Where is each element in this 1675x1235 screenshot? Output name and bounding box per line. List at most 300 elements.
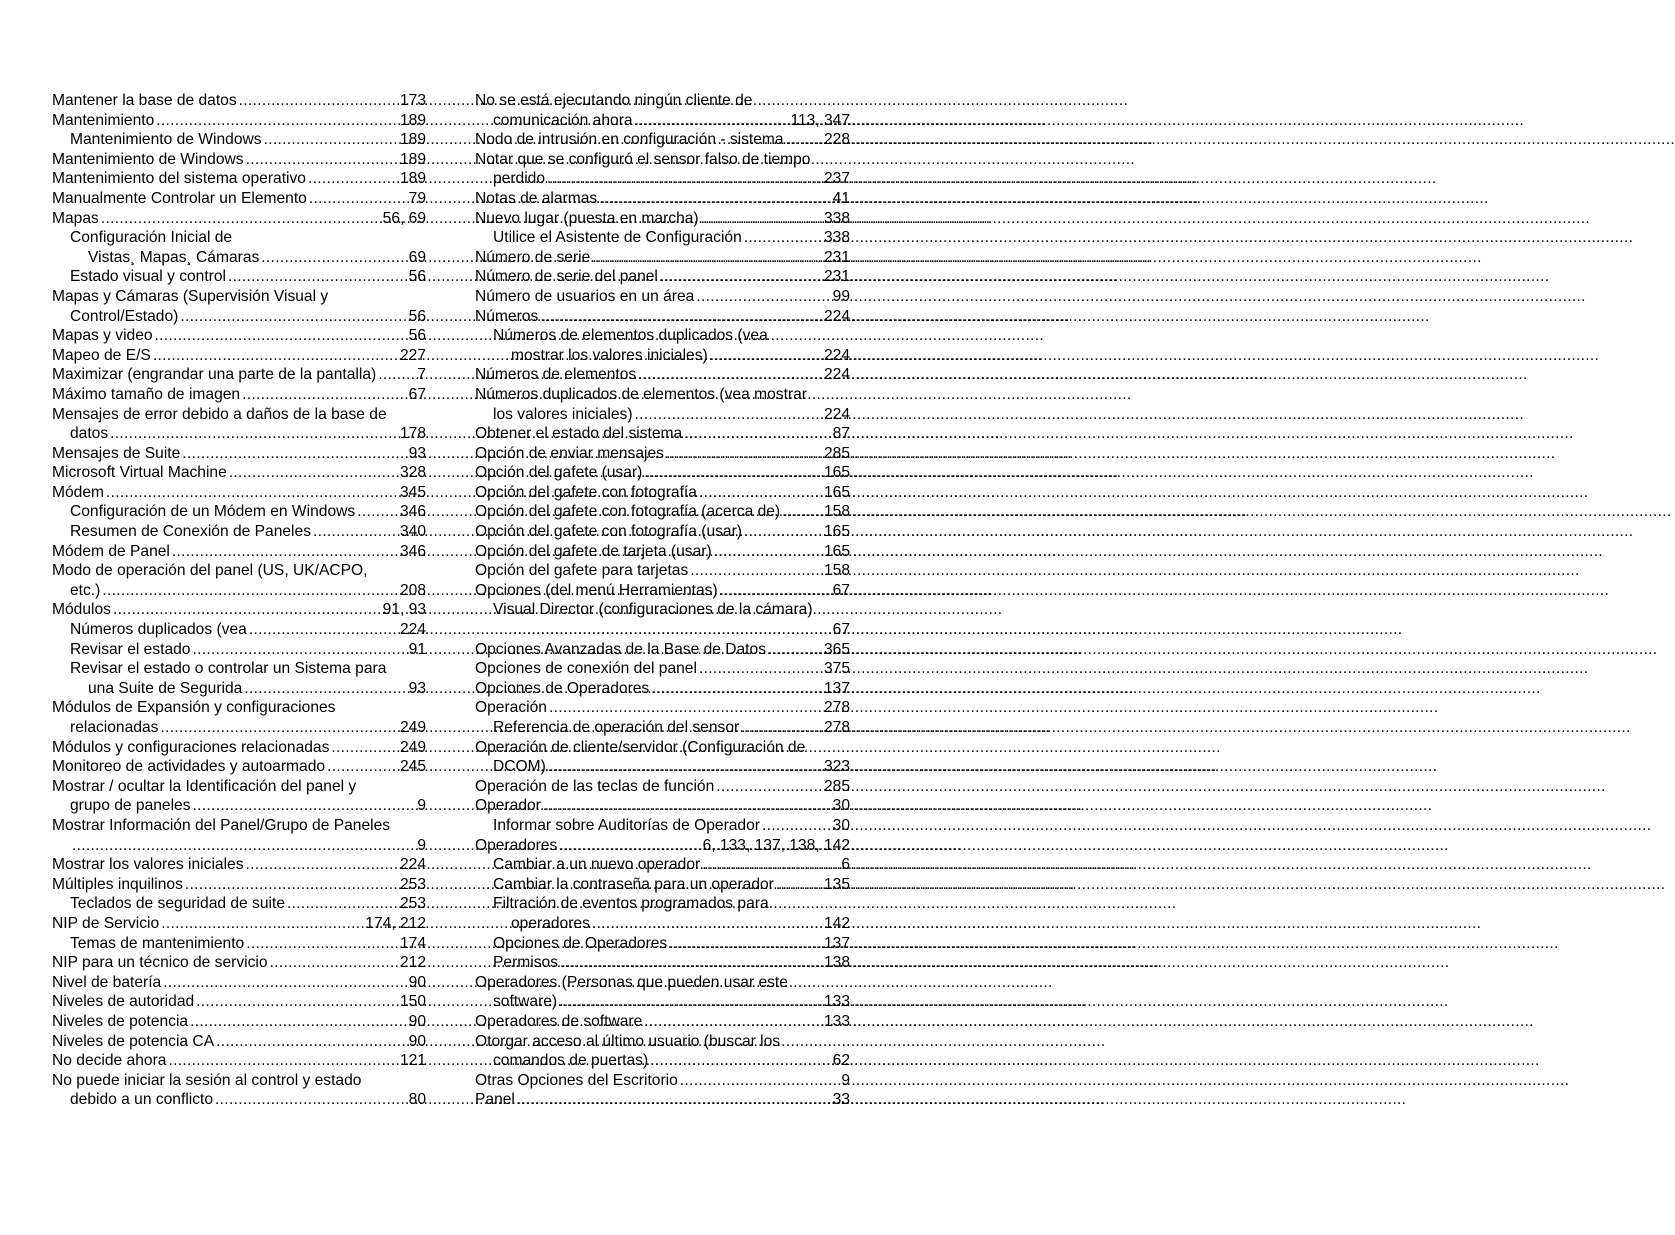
index-entry <box>475 679 850 699</box>
index-entry-line <box>52 1012 426 1032</box>
page-reference[interactable]: 79 <box>408 189 426 207</box>
page-reference[interactable]: 56 <box>408 268 426 286</box>
index-entry <box>475 228 850 248</box>
index-entry <box>52 953 426 973</box>
index-entry <box>52 1051 426 1071</box>
entry-term: mostrar los valores iniciales) <box>511 346 708 364</box>
entry-term: Vistas¸ Mapas¸ Cámaras <box>88 248 260 266</box>
index-entry <box>475 209 850 229</box>
page-reference[interactable]: 323 <box>823 758 850 776</box>
index-entry-line <box>52 640 426 660</box>
index-entry-line <box>475 836 850 856</box>
dot-leader <box>762 816 831 836</box>
entry-term: Configuración de un Módem en Windows <box>70 503 356 521</box>
entry-term: Números de elementos <box>475 366 637 384</box>
entry-term: NIP para un técnico de servicio <box>52 954 268 972</box>
page-reference[interactable]: 9 <box>417 797 426 815</box>
index-entry-continuation <box>475 1051 850 1071</box>
dot-leader <box>196 992 398 1012</box>
dot-leader <box>560 953 822 973</box>
page-reference[interactable]: 93 <box>408 444 426 462</box>
index-entry-line <box>475 130 850 150</box>
entry-term: relacionadas <box>70 719 159 736</box>
entry-term: Módem <box>52 483 104 501</box>
page-reference[interactable]: 135 <box>823 875 850 893</box>
page-reference[interactable]: 249 <box>399 719 426 736</box>
dot-leader <box>592 914 822 934</box>
page-reference[interactable]: 231 <box>823 268 850 286</box>
index-entry-continuation <box>475 405 850 425</box>
page-reference[interactable]: 189 <box>399 131 426 149</box>
dot-leader <box>331 738 398 758</box>
dot-leader <box>690 561 822 581</box>
index-entry <box>475 267 850 287</box>
dot-leader <box>357 502 398 522</box>
page-reference[interactable]: 338 <box>823 229 850 247</box>
index-entry <box>475 248 850 268</box>
index-entry-line <box>52 502 426 522</box>
index-entry-continuation <box>52 424 426 444</box>
page-reference[interactable]: 227 <box>399 346 426 364</box>
entry-term: Mantenimiento de Windows <box>52 150 244 168</box>
entry-term: Número de usuarios en un área <box>475 287 695 305</box>
index-entry-line <box>475 365 850 385</box>
page-reference[interactable]: 30 <box>832 816 850 834</box>
page-reference[interactable]: 165 <box>823 464 850 482</box>
index-entry-line <box>475 209 850 229</box>
page-reference[interactable]: 338 <box>823 209 850 227</box>
index-entry-line <box>475 483 850 503</box>
entry-term: Opciones (del menú Herramientas) <box>475 581 718 599</box>
entry-term: Opción del gafete de tarjeta (usar) <box>475 542 712 560</box>
entry-term: Operación de las teclas de función <box>475 777 715 795</box>
entry-term: Teclados de seguridad de suite <box>70 895 285 913</box>
entry-term: Operador <box>475 797 541 815</box>
entry-term: Temas de mantenimiento <box>70 934 245 952</box>
page-reference[interactable]: 228 <box>823 131 850 149</box>
index-entry <box>475 777 850 797</box>
page-reference[interactable]: 142 <box>823 914 850 932</box>
index-entry-continuation <box>475 992 850 1012</box>
page-reference[interactable]: 56, 69 <box>382 209 426 227</box>
index-entry <box>475 1012 850 1032</box>
page-reference[interactable]: 165 <box>823 483 850 501</box>
index-entry <box>475 894 850 933</box>
entry-term: Microsoft Virtual Machine <box>52 464 227 482</box>
index-entry <box>52 169 426 189</box>
page-reference[interactable]: 133 <box>823 993 850 1011</box>
entry-term: Opciones Avanzadas de la Base de Datos <box>475 640 766 658</box>
entry-term: Panel <box>475 1091 515 1109</box>
index-entry-line <box>475 424 850 444</box>
index-entry-line <box>52 1032 426 1052</box>
entry-term: Opciones de Operadores <box>493 934 668 952</box>
index-entry <box>475 600 850 639</box>
page-reference[interactable]: 189 <box>399 150 426 168</box>
page-reference[interactable]: 224 <box>823 346 850 364</box>
entry-term: Mostrar los valores iniciales <box>52 856 244 874</box>
page-reference[interactable]: 158 <box>823 503 850 521</box>
dot-leader <box>190 1012 407 1032</box>
page-reference[interactable]: 90 <box>408 1012 426 1030</box>
entry-term: Opciones de Operadores <box>475 679 650 697</box>
index-entry <box>52 189 426 209</box>
dot-leader <box>559 992 822 1012</box>
entry-term: comandos de puertas) <box>493 1052 649 1070</box>
dot-leader <box>650 1051 830 1071</box>
dot-leader <box>710 346 822 366</box>
dot-leader <box>666 444 822 464</box>
index-entry-line <box>52 816 426 836</box>
entry-term: Monitoreo de actividades y autoarmado <box>52 758 326 776</box>
index-entry <box>475 973 850 1012</box>
dot-leader <box>517 1090 831 1110</box>
index-entry-line <box>52 287 426 307</box>
entry-term: Opción de enviar mensajes <box>475 444 664 462</box>
index-entry-line <box>52 91 426 111</box>
page-reference[interactable]: 237 <box>823 170 850 188</box>
page-reference[interactable]: 245 <box>399 758 426 776</box>
index-entry <box>52 914 426 934</box>
page-reference[interactable]: 33 <box>832 1091 850 1109</box>
entry-term: perdido <box>493 170 546 188</box>
index-column-right <box>475 91 850 1110</box>
page-reference[interactable]: 253 <box>399 875 426 893</box>
page-reference[interactable]: 249 <box>399 738 426 756</box>
entry-term: Revisar el estado o controlar un Sistema para <box>70 660 387 678</box>
dot-leader <box>156 111 398 131</box>
index-entry <box>52 1012 426 1032</box>
page-reference[interactable]: 165 <box>823 542 850 560</box>
index-entry <box>52 130 426 150</box>
entry-term: Número de serie <box>475 248 591 266</box>
dot-leader <box>638 365 822 385</box>
dot-leader <box>185 875 398 895</box>
entry-term: Referencia de operación del sensor <box>493 719 740 736</box>
page-reference[interactable]: 93 <box>408 679 426 697</box>
page-reference[interactable]: 231 <box>823 248 850 266</box>
page-reference[interactable]: 189 <box>399 111 426 129</box>
dot-leader <box>327 757 398 777</box>
index-entry <box>52 463 426 483</box>
dot-leader <box>215 1090 407 1110</box>
index-entry-line <box>52 444 426 464</box>
entry-term: Visual Director (configuraciones de la cámara) <box>493 601 813 619</box>
index-entry <box>52 777 426 816</box>
index-entry <box>475 1090 850 1110</box>
index-entry-line <box>52 346 426 366</box>
index-entry-line <box>475 502 850 522</box>
page-reference[interactable]: 285 <box>823 444 850 462</box>
page-reference[interactable]: 113, 347 <box>790 111 850 129</box>
index-entry-continuation <box>52 581 426 601</box>
page-reference[interactable]: 365 <box>823 640 850 658</box>
page-reference[interactable]: 87 <box>832 425 850 443</box>
index-entry-line <box>475 816 850 836</box>
entry-term: No se está ejecutando ningún cliente de <box>475 92 753 109</box>
index-entry-line <box>52 698 426 718</box>
page-reference[interactable]: 138 <box>823 954 850 972</box>
index-entry-line <box>52 365 426 385</box>
page-reference[interactable]: 165 <box>823 523 850 541</box>
index-entry-line <box>475 600 850 620</box>
index-entry <box>475 424 850 444</box>
index-entry <box>52 150 426 170</box>
page-reference[interactable]: 91, 93 <box>382 601 426 619</box>
dot-leader <box>741 718 822 738</box>
page-reference[interactable]: 67 <box>832 621 850 639</box>
index-entry-continuation <box>475 914 850 934</box>
index-entry <box>52 444 426 464</box>
index-entry-line <box>475 934 850 954</box>
page-reference[interactable]: 174, 212 <box>365 914 426 932</box>
entry-term: Maximizar (engrandar una parte de la pantalla) <box>52 366 377 384</box>
index-entry <box>52 91 426 111</box>
page-reference[interactable]: 278 <box>823 699 850 717</box>
index-entry-line <box>52 738 426 758</box>
dot-leader <box>776 875 822 895</box>
index-entry-continuation <box>475 757 850 777</box>
page-reference[interactable]: 67 <box>832 581 850 599</box>
entry-term: Opción del gafete para tarjetas <box>475 562 689 580</box>
index-entry <box>52 738 426 758</box>
index-entry <box>52 287 426 326</box>
index-entry <box>52 600 426 620</box>
dot-leader <box>264 130 398 150</box>
page-reference[interactable]: 346 <box>399 542 426 560</box>
index-entry-line <box>475 1090 850 1110</box>
index-entry <box>475 326 850 365</box>
dot-leader <box>702 855 839 875</box>
entry-term: Mostrar Información del Panel/Grupo de Paneles <box>52 816 391 834</box>
index-entry <box>475 855 850 875</box>
index-entry-line <box>475 973 850 993</box>
entry-term: Múltiples inquilinos <box>52 875 183 893</box>
index-entry-line <box>475 542 850 562</box>
dot-leader <box>651 679 822 699</box>
index-entry <box>52 1071 426 1110</box>
dot-leader <box>644 1012 822 1032</box>
page-reference[interactable]: 173 <box>399 92 426 109</box>
page-reference[interactable]: 133 <box>823 1012 850 1030</box>
index-entry <box>475 385 850 424</box>
index-entry <box>475 738 850 777</box>
index-entry-line <box>52 973 426 993</box>
entry-term: Opciones de conexión del panel <box>475 660 697 678</box>
entry-term: Opción del gafete con fotografía <box>475 483 697 501</box>
entry-term: Obtener el estado del sistema <box>475 425 683 443</box>
entry-term: Utilice el Asistente de Configuración <box>493 229 742 247</box>
page-reference[interactable]: 224 <box>823 366 850 384</box>
index-entry-line <box>475 953 850 973</box>
dot-leader <box>168 1051 398 1071</box>
page-reference[interactable]: 121 <box>399 1052 426 1070</box>
page-reference[interactable]: 158 <box>823 562 850 580</box>
index-entry-line <box>52 483 426 503</box>
page-reference[interactable]: 90 <box>408 1032 426 1050</box>
dot-leader <box>160 718 398 738</box>
page-reference[interactable]: 80 <box>408 1091 426 1109</box>
page-reference[interactable]: 137 <box>823 934 850 952</box>
dot-leader <box>155 326 407 346</box>
page-reference[interactable]: 345 <box>399 483 426 501</box>
dot-leader <box>246 150 398 170</box>
dot-leader <box>644 463 822 483</box>
dot-leader <box>716 777 822 797</box>
dot-leader <box>635 111 789 131</box>
page-reference[interactable]: 174 <box>399 934 426 952</box>
dot-leader <box>72 836 415 856</box>
index-entry <box>475 659 850 679</box>
page-reference[interactable]: 208 <box>399 581 426 599</box>
index-entry-line <box>52 953 426 973</box>
page-reference[interactable]: 346 <box>399 503 426 521</box>
page-reference[interactable]: 178 <box>399 425 426 443</box>
index-entry-line <box>475 640 850 660</box>
entry-term: los valores iniciales) <box>493 405 633 423</box>
entry-term: Mantener la base de datos <box>52 92 237 109</box>
page-reference[interactable]: 224 <box>823 405 850 423</box>
page-reference[interactable]: 99 <box>832 287 850 305</box>
index-entry-line <box>52 600 426 620</box>
dot-leader <box>599 189 830 209</box>
index-entry-continuation <box>52 718 426 738</box>
page-reference[interactable]: 340 <box>399 523 426 541</box>
dot-leader <box>313 522 398 542</box>
index-entry-line <box>52 659 426 679</box>
index-entry <box>52 757 426 777</box>
page-reference[interactable]: 253 <box>399 895 426 913</box>
entry-term: Mapas y Cámaras (Supervisión Visual y <box>52 287 329 305</box>
dot-leader <box>242 385 407 405</box>
page-reference[interactable]: 62 <box>832 1052 850 1070</box>
page-reference[interactable]: 69 <box>408 248 426 266</box>
entry-term: Módulos <box>52 601 111 619</box>
dot-leader <box>113 600 381 620</box>
dot-leader <box>246 855 398 875</box>
page-reference[interactable]: 6, 133, 137, 138, 142 <box>702 836 850 854</box>
dot-leader <box>163 973 406 993</box>
index-entry-line <box>52 385 426 405</box>
page-reference[interactable]: 224 <box>823 307 850 325</box>
dot-leader <box>378 365 415 385</box>
dot-leader <box>308 169 398 189</box>
index-entry <box>52 875 426 895</box>
page-reference[interactable]: 9 <box>841 1071 850 1089</box>
index-entry <box>52 209 426 229</box>
index-entry-line <box>52 1051 426 1071</box>
page-reference[interactable]: 189 <box>399 170 426 188</box>
page-reference[interactable]: 56 <box>408 307 426 325</box>
entry-term: No puede iniciar la sesión al control y estado <box>52 1071 362 1089</box>
page-reference[interactable]: 150 <box>399 993 426 1011</box>
dot-leader <box>543 796 831 816</box>
index-entry <box>475 698 850 718</box>
index-entry <box>475 463 850 483</box>
index-entry-line <box>52 209 426 229</box>
page-reference[interactable]: 224 <box>399 856 426 874</box>
index-entry <box>475 796 850 816</box>
dot-leader <box>744 228 822 248</box>
index-entry-line <box>475 307 850 327</box>
dot-leader <box>153 346 398 366</box>
index-entry <box>52 542 426 562</box>
index-entry-line <box>52 620 426 640</box>
page-reference[interactable]: 56 <box>408 327 426 345</box>
index-entry-line <box>52 875 426 895</box>
page-reference[interactable]: 278 <box>823 719 850 736</box>
index-entry <box>52 502 426 522</box>
index-entry-line <box>475 189 850 209</box>
index-entry <box>52 483 426 503</box>
entry-term: Módulos y configuraciones relacionadas <box>52 738 330 756</box>
entry-term: operadores <box>511 914 590 932</box>
dot-leader <box>192 640 406 660</box>
dot-leader <box>161 914 363 934</box>
dot-leader <box>559 836 700 856</box>
dot-leader <box>261 248 406 268</box>
index-entry <box>475 483 850 503</box>
index-entry-continuation <box>475 620 850 640</box>
page-reference[interactable]: 91 <box>408 640 426 658</box>
index-entry-line <box>52 561 426 581</box>
index-entry-continuation <box>52 248 426 268</box>
index-entry <box>52 365 426 385</box>
dot-leader <box>547 169 822 189</box>
entry-term: Modo de operación del panel (US, UK/ACPO, <box>52 562 368 580</box>
index-entry-line <box>52 189 426 209</box>
page-reference[interactable]: 375 <box>823 660 850 678</box>
page-reference[interactable]: 41 <box>832 189 850 207</box>
index-entry-line <box>475 522 850 542</box>
entry-term: Mapas <box>52 209 99 227</box>
entry-term: Control/Estado) <box>70 307 179 325</box>
index-entry-continuation <box>475 111 850 131</box>
index-entry-line <box>475 248 850 268</box>
entry-term: Permisos <box>493 954 558 972</box>
index-entry-line <box>52 267 426 287</box>
dot-leader <box>720 581 831 601</box>
page-reference[interactable]: 90 <box>408 973 426 991</box>
dot-leader <box>548 757 822 777</box>
entry-term: Números <box>475 307 539 325</box>
index-entry <box>475 522 850 542</box>
dot-leader <box>309 189 407 209</box>
page-reference[interactable]: 9 <box>417 836 426 854</box>
page-reference[interactable]: 285 <box>823 777 850 795</box>
index-entry <box>52 894 426 914</box>
dot-leader <box>180 307 406 327</box>
entry-term: Resumen de Conexión de Paneles <box>70 523 311 541</box>
index-entry-continuation <box>475 346 850 366</box>
page-reference[interactable]: 67 <box>408 385 426 403</box>
index-entry <box>475 718 850 738</box>
page-reference[interactable]: 328 <box>399 464 426 482</box>
page-reference[interactable]: 30 <box>832 797 850 815</box>
index-entry <box>52 973 426 993</box>
page-reference[interactable]: 7 <box>417 366 426 384</box>
page-reference[interactable]: 137 <box>823 679 850 697</box>
page-reference[interactable]: 6 <box>841 856 850 874</box>
dot-leader <box>193 796 416 816</box>
index-entry-line <box>52 1071 426 1091</box>
page-reference[interactable]: 212 <box>399 954 426 972</box>
entry-term: Módulos de Expansión y configuraciones <box>52 699 336 717</box>
page-reference[interactable]: 224 <box>399 621 426 639</box>
index-entry-line <box>475 659 850 679</box>
entry-term: Operadores de software <box>475 1012 643 1030</box>
index-entry <box>475 816 850 836</box>
